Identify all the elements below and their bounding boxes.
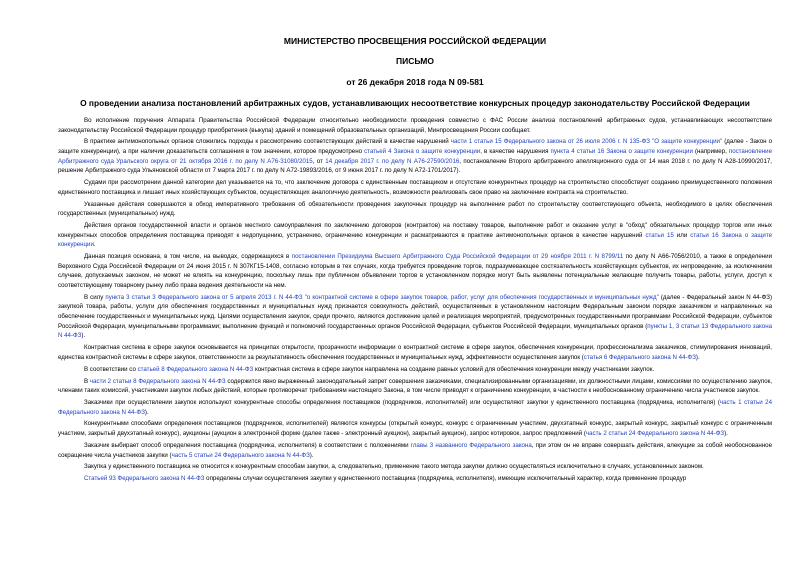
document-date-number: от 26 декабря 2018 года N 09-581 — [346, 77, 484, 87]
paragraph-text: ). — [309, 451, 314, 459]
legal-reference-link[interactable]: часть 2 статьи 24 Федерального закона N 44-ФЗ — [585, 430, 725, 438]
paragraph-text: ). — [81, 332, 86, 340]
legal-reference-link[interactable]: главы 3 названного Федерального закона — [410, 441, 532, 449]
paragraph-text: или — [673, 231, 691, 239]
legal-reference-link[interactable]: часть 1 статьи 24 Федерального закона N 44-ФЗ — [58, 399, 772, 416]
paragraph-text: , от — [312, 157, 326, 165]
paragraph — [58, 398, 772, 417]
paragraph — [58, 200, 772, 219]
paragraph-text: Заказчик выбирает способ определения поставщика (подрядчика, исполнителя) в соответствии с положениями — [84, 441, 411, 449]
paragraph — [58, 137, 772, 175]
paragraph-text: ). — [144, 408, 149, 416]
paragraph — [58, 419, 772, 438]
legal-reference-link[interactable]: статья 6 Федерального закона N 44-ФЗ — [583, 353, 696, 361]
legal-reference-link[interactable]: постановлении Президиума Высшего Арбитражного Суда Российской Федерации от 29 ноября 2011 г. N 8799/11 — [291, 253, 624, 261]
paragraph-text: (например, — [692, 148, 729, 156]
legal-reference-link[interactable]: части 2 статьи 8 Федерального закона N 44-ФЗ — [89, 377, 226, 385]
paragraph-text: Во исполнение поручения Аппарата Правительства Российской Федерации относительно необходимости проведения совместно с ФАС России анализа постановлений арбитражных судов, устанавливающих несоответствие законодательству Российской Федерации процедур приобретения (выкупа) зданий и помещений образовательных организаций, Минпросвещения России сообщает. — [58, 117, 772, 134]
document-type: ПИСЬМО — [396, 56, 434, 66]
document-body — [58, 116, 772, 486]
paragraph — [58, 221, 772, 250]
document-page — [58, 0, 772, 571]
paragraph-text: контрактная система в сфере закупок направлена на создание равных условий для обеспечения конкуренции между участниками закупок. — [253, 365, 655, 373]
paragraph-text: (далее - Закон о защите конкуренции), а при наличии доказательств соглашения в том значении, которое предусмотрено — [58, 138, 772, 156]
paragraph — [58, 252, 772, 290]
legal-reference-link[interactable]: пункта 3 статьи 3 Федерального закона от 5 апреля 2013 г. N 44-ФЗ "о контрактной системе в сфере закупок товаров, работ, услуг для обеспечения государственных и муниципальных нужд" — [105, 293, 659, 301]
paragraph — [58, 116, 772, 135]
legal-reference-link[interactable]: часть 5 статьи 24 Федерального закона N 44-ФЗ — [171, 451, 310, 459]
paragraph-text: Данная позиция основана, в том числе, на выводах, содержащихся в — [84, 253, 292, 261]
paragraph-text: (далее - Федеральный закон N 44-ФЗ) закупкой товара, работы, услуги для обеспечения государственных и муниципальных нужд признается совокупность действий, осуществляемых в установленном настоящим Федеральным законом порядке заказчиком и направленных на обеспечение государственных и муниципальных нужд. Целями осуществления закупок, среди прочего, являются достижение целей и реализация мероприятий, предусмотренных государственными программами Российской Федерации, субъектов Российской Федерации, муниципальными программами; выполнение функций и полномочий государственных органов Российской Федерации, субъектов Российской Федерации, муниципальных органов ( — [58, 293, 772, 330]
document-subject: О проведении анализа постановлений арбитражных судов, устанавливающих несоответствие конкурсных процедур законодательству Российской Федерации — [80, 98, 750, 108]
legal-reference-link[interactable]: статьи 15 — [645, 231, 674, 239]
paragraph-text: . — [93, 241, 96, 249]
legal-reference-link[interactable]: части 1 статьи 15 Федерального закона от 26 июля 2006 г. N 135-ФЗ "О защите конкуренции" — [450, 138, 723, 146]
paragraph-text: Действия органов государственной власти и органов местного самоуправления по заключению договоров (контрактов) на поставку товаров, выполнение работ и оказание услуг в "обход" обязательных процедур торгов или иных конкурентных способов определения поставщика приводят к недопущению, устранению, ограничению конкуренции и расматриваются в практике антимонопольных органов в качестве нарушений — [58, 222, 772, 239]
paragraph — [58, 441, 772, 460]
paragraph-text: Судами при рассмотрении данной категории дел указывается на то, что заключение договора с единственным поставщиком и отсутствие конкурентных процедур на строительство способствует созданию преимущественного положения единственного поставщика и лишает иных хозяйствующих субъектов, осуществляющих аналогичную деятельность, возможности реализовать свое право на заключение контракта на строительство. — [58, 179, 772, 196]
paragraph-text: , постановление Второго арбитражного апелляционного суда от 14 мая 2018 г. по делу N А28-10990/2017, решение Арбитражного суда Ульяновской области от 7 марта 2017 г. по делу N А72-19893/2016, от 9 июня 2017 г. по делу N А72-1701/2017). — [58, 157, 772, 175]
legal-reference-link[interactable]: статьи 16 Закона о защите конкуренции — [58, 231, 772, 249]
ministry-heading: МИНИСТЕРСТВО ПРОСВЕЩЕНИЯ РОССИЙСКОЙ ФЕДЕРАЦИИ — [283, 36, 547, 46]
paragraph — [58, 293, 772, 341]
paragraph — [58, 462, 772, 472]
paragraph-text: по делу N А66-7056/2010, а также в определении Верховного Суда Российской Федерации от 24 июня 2015 г. N 307КГ15-1408, согласно которым в тех случаях, когда требуется проведение торгов, подразумевающее состязательность хозяйствующих субъектов, их непроведение, за исключением случаев, допускаемых законом, не может не влиять на конкуренцию, поскольку лишь при публичном объявлении торгов в установленном порядке могут быть выявлены потенциальные желающие получить товары, работы, услуги, доступ к соответствующему товарному рынку либо права ведения деятельности на нем. — [58, 253, 772, 289]
paragraph-text: Конкурентными способами определения поставщиков (подрядчиков, исполнителей) являются конкурсы (открытый конкурс, конкурс с ограниченным участием, двухэтапный конкурс, закрытый конкурс, закрытый конкурс с ограниченным участием, закрытый двухэтапный конкурс), аукционы (аукцион в электронной форме (далее также - электронный аукцион), закрытый аукцион), запрос котировок, запрос предложений ( — [58, 420, 772, 438]
paragraph — [58, 343, 772, 362]
legal-reference-link[interactable]: статьей 4 Закона о защите конкуренции — [364, 148, 481, 156]
legal-reference-link[interactable]: Статьей 93 Федерального закона N 44-ФЗ — [84, 475, 205, 483]
paragraph-text: В практике антимонопольных органов сложились подходы к рассмотрению соответствующих действий в качестве нарушений — [84, 138, 451, 146]
paragraph-text: Контрактная система в сфере закупок основывается на принципах открытости, прозрачности информации о контрактной системе в сфере закупок, обеспечения конкуренции, профессионализма заказчиков, стимулирования инноваций, единства контрактной системы в сфере закупок, ответственности за результативность обеспечения государственных и муниципальных нужд, эффективности осуществления закупок ( — [58, 344, 772, 361]
paragraph-text: В — [84, 377, 90, 385]
paragraph-text: , при этом он не вправе совершать действия, влекущие за собой необоснованное сокращение числа участников закупки ( — [58, 441, 772, 459]
paragraph — [58, 178, 772, 197]
legal-reference-link[interactable]: пункты 1, 3 статьи 13 Федерального закона N 44-ФЗ — [58, 322, 772, 340]
legal-reference-link[interactable]: статьей 8 Федерального закона N 44-ФЗ — [137, 365, 254, 373]
paragraph-text: Указанные действия совершаются в обход императивного требования об обязательности проведения закупочных процедур на выполнение работ по строительству соответствующего объекта, необходимого в целях обеспечения государственных (муниципальных) нужд. — [58, 200, 772, 218]
legal-reference-link[interactable]: 14 декабря 2017 г. по делу N А76-27590/2016 — [325, 157, 460, 165]
paragraph — [58, 365, 772, 375]
paragraph-text: ). — [695, 353, 700, 361]
paragraph-text: содержится явно выраженный законодательный запрет совершения заказчиками, специализированными организациями, их должностными лицами, комиссиями по осуществлению закупок, членами таких комиссий, участниками закупок любых действий, которые противоречат требованиям настоящего Закона, в том числе приводят к ограничению конкуренции, в частности к необоснованному ограничению числа участников закупок. — [58, 377, 772, 395]
paragraph-text: Заказчики при осуществлении закупок используют конкурентные способы определения поставщиков (подрядчиков, исполнителей) или осуществляют закупки у единственного поставщика (подрядчика, исполнителя) ( — [84, 399, 720, 406]
paragraph-text: В силу — [84, 293, 106, 301]
legal-reference-link[interactable]: пункта 4 статьи 16 Закона о защите конкуренции — [550, 148, 693, 156]
paragraph-text: , в качестве нарушения — [480, 148, 551, 156]
paragraph-text: В соответствии со — [84, 365, 138, 373]
paragraph — [58, 377, 772, 396]
paragraph — [58, 474, 772, 484]
paragraph-text: Закупка у единственного поставщика не относится к конкурентным способам закупки, а, следовательно, применение такого метода закупки должно осуществляться исключительно в случаях, установленных законом. — [84, 463, 704, 471]
paragraph-text: определены случаи осуществления закупки у единственного поставщика (подрядчика, исполнителя), имеющие исключительный характер, когда применение процедур — [204, 475, 687, 483]
paragraph-text: ). — [724, 430, 728, 438]
legal-reference-link[interactable]: постановление Арбитражного суда Уральского округа от 21 октября 2016 г. по делу N А76-31080/2015 — [58, 148, 772, 165]
